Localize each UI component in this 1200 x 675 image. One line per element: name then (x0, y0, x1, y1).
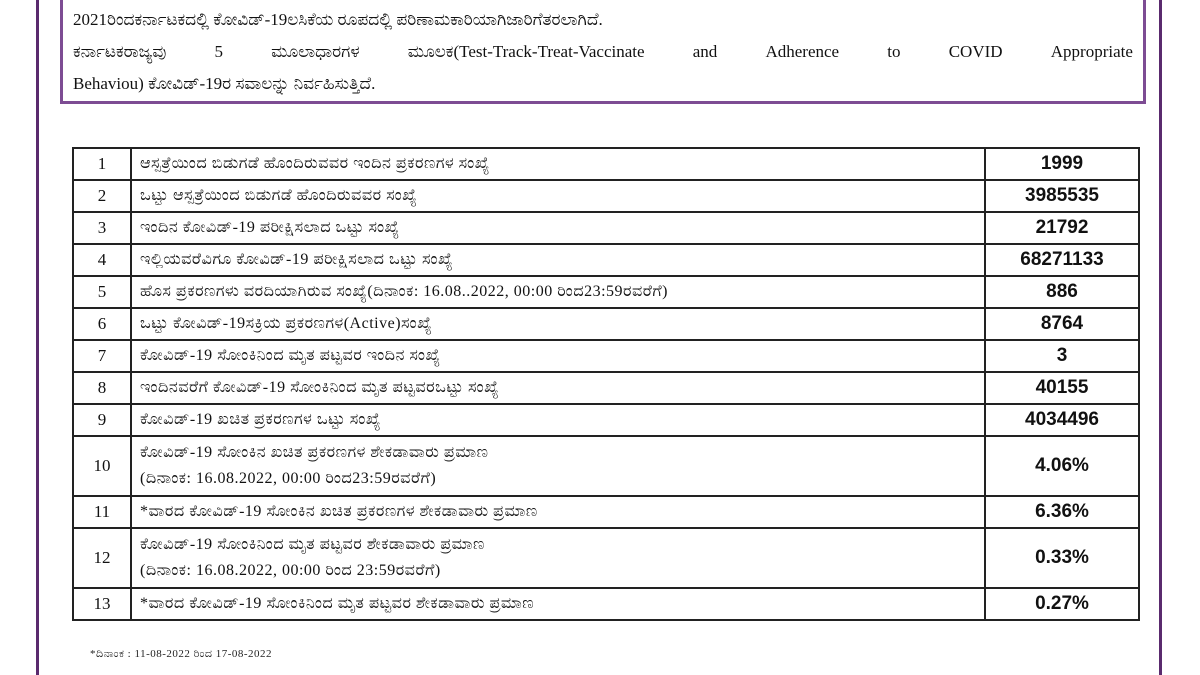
table-row (73, 276, 1139, 308)
description-line: (ದಿನಾಂಕ: 16.08.2022, 00:00 ರಿಂದ23:59ರವರೆಗೆ) (140, 470, 437, 487)
row-number: 5 (73, 276, 131, 308)
table-row (73, 212, 1139, 244)
table-row (73, 496, 1139, 528)
row-value: 4034496 (985, 404, 1139, 436)
row-value: 6.36% (985, 496, 1139, 528)
row-description (131, 404, 985, 436)
description-line: ಕೋವಿಡ್-19 ಸೋಂಕಿನಿಂದ ಮೃತ ಪಟ್ಟವರ ಇಂದಿನ ಸಂಖ್ಯೆ (140, 347, 441, 364)
description-line: *ವಾರದ ಕೋವಿಡ್-19 ಸೋಂಕಿನ ಖಚಿತ ಪ್ರಕರಣಗಳ ಶೇಕಡಾವಾರು ಪ್ರಮಾಣ (140, 503, 538, 520)
row-value: 8764 (985, 308, 1139, 340)
intro-line-3: Behaviou) ಕೋವಿಡ್-19ರ ಸವಾಲನ್ನು ನಿರ್ವಹಿಸುತ್ತಿದೆ. (73, 74, 376, 93)
description-line: ಇಲ್ಲಿಯವರೆವಿಗೂ ಕೋವಿಡ್-19 ಪರೀಕ್ಷಿಸಲಾದ ಒಟ್ಟು ಸಂಖ್ಯೆ (140, 251, 454, 268)
table-row (73, 340, 1139, 372)
row-description (131, 276, 985, 308)
description-line: ಕೋವಿಡ್-19 ಸೋಂಕಿನ ಖಚಿತ ಪ್ರಕರಣಗಳ ಶೇಕಡಾವಾರು ಪ್ರಮಾಣ (140, 444, 489, 461)
description-line: ಒಟ್ಟು ಕೋವಿಡ್-19ಸಕ್ರಿಯ ಪ್ರಕರಣಗಳ(Active)ಸಂಖ್ಯೆ (140, 315, 433, 332)
intro-word: COVID (948, 42, 1003, 61)
intro-word: Appropriate (1050, 42, 1133, 61)
description-line: ಹೊಸ ಪ್ರಕರಣಗಳು ವರದಿಯಾಗಿರುವ ಸಂಖ್ಯೆ(ದಿನಾಂಕ: 16.08..2022, 00:00 ರಿಂದ23:59ರವರೆಗೆ) (140, 283, 669, 300)
intro-word: ಕರ್ನಾಟಕರಾಜ್ಯವು (73, 42, 167, 61)
intro-word: to (887, 42, 901, 61)
table-row (73, 180, 1139, 212)
intro-word: and (692, 42, 718, 61)
intro-word: Adherence (765, 42, 840, 61)
description-line: ಒಟ್ಟು ಆಸ್ಪತ್ರೆಯಿಂದ ಬಿಡುಗಡೆ ಹೊಂದಿರುವವರ ಸಂಖ್ಯೆ (140, 187, 418, 204)
description-line: ಇಂದಿನವರೆಗೆ ಕೋವಿಡ್-19 ಸೋಂಕಿನಿಂದ ಮೃತ ಪಟ್ಟವರಒಟ್ಟು ಸಂಖ್ಯೆ (140, 379, 500, 396)
row-number: 11 (73, 496, 131, 528)
table-row (73, 244, 1139, 276)
row-description (131, 148, 985, 180)
row-description (131, 588, 985, 620)
description-line: (ದಿನಾಂಕ: 16.08.2022, 00:00 ರಿಂದ 23:59ರವರೆಗೆ) (140, 562, 441, 579)
table-row (73, 588, 1139, 620)
covid-stats-table (72, 147, 1140, 621)
row-number: 3 (73, 212, 131, 244)
row-value: 3985535 (985, 180, 1139, 212)
row-value: 886 (985, 276, 1139, 308)
row-number: 2 (73, 180, 131, 212)
row-number: 7 (73, 340, 131, 372)
description-line: ಕೋವಿಡ್-19 ಖಚಿತ ಪ್ರಕರಣಗಳ ಒಟ್ಟು ಸಂಖ್ಯೆ (140, 411, 381, 428)
row-value: 4.06% (985, 436, 1139, 496)
row-description (131, 180, 985, 212)
row-description (131, 340, 985, 372)
footnote: *ದಿನಾಂಕ : 11-08-2022 ರಿಂದ 17-08-2022 (90, 648, 273, 660)
row-value: 21792 (985, 212, 1139, 244)
row-value: 3 (985, 340, 1139, 372)
table-row (73, 372, 1139, 404)
intro-word: ಮೂಲಾಧಾರಗಳ (271, 42, 360, 61)
row-description (131, 372, 985, 404)
intro-line-2 (73, 36, 1133, 68)
description-line: ಆಸ್ಪತ್ರೆಯಿಂದ ಬಿಡುಗಡೆ ಹೊಂದಿರುವವರ ಇಂದಿನ ಪ್ರಕರಣಗಳ ಸಂಖ್ಯೆ (140, 155, 490, 172)
intro-word: 5 (214, 42, 223, 61)
row-number: 9 (73, 404, 131, 436)
description-line: ಕೋವಿಡ್-19 ಸೋಂಕಿನಿಂದ ಮೃತ ಪಟ್ಟವರ ಶೇಕಡಾವಾರು ಪ್ರಮಾಣ (140, 536, 485, 553)
table-row (73, 528, 1139, 588)
row-description (131, 496, 985, 528)
table-row (73, 148, 1139, 180)
row-description (131, 244, 985, 276)
row-value: 1999 (985, 148, 1139, 180)
table-row (73, 436, 1139, 496)
intro-word: ಮೂಲಕ(Test-Track-Treat-Vaccinate (407, 42, 645, 61)
row-description (131, 528, 985, 588)
description-line: *ವಾರದ ಕೋವಿಡ್-19 ಸೋಂಕಿನಿಂದ ಮೃತ ಪಟ್ಟವರ ಶೇಕಡಾವಾರು ಪ್ರಮಾಣ (140, 595, 535, 612)
table-row (73, 308, 1139, 340)
row-description (131, 308, 985, 340)
row-value: 0.33% (985, 528, 1139, 588)
description-line: ಇಂದಿನ ಕೋವಿಡ್-19 ಪರೀಕ್ಷಿಸಲಾದ ಒಟ್ಟು ಸಂಖ್ಯೆ (140, 219, 400, 236)
row-number: 1 (73, 148, 131, 180)
row-number: 8 (73, 372, 131, 404)
row-value: 40155 (985, 372, 1139, 404)
intro-box (60, 0, 1146, 104)
row-value: 0.27% (985, 588, 1139, 620)
row-number: 6 (73, 308, 131, 340)
row-number: 4 (73, 244, 131, 276)
row-description (131, 436, 985, 496)
intro-line-1: 2021ರಿಂದಕರ್ನಾಟಕದಲ್ಲಿ ಕೋವಿಡ್-19ಲಸಿಕೆಯ ರೂಪದಲ್ಲಿ ಪರಿಣಾಮಕಾರಿಯಾಗಿಜಾರಿಗೆತರಲಾಗಿದೆ. (73, 10, 603, 29)
row-description (131, 212, 985, 244)
row-value: 68271133 (985, 244, 1139, 276)
row-number: 10 (73, 436, 131, 496)
table-row (73, 404, 1139, 436)
row-number: 13 (73, 588, 131, 620)
row-number: 12 (73, 528, 131, 588)
